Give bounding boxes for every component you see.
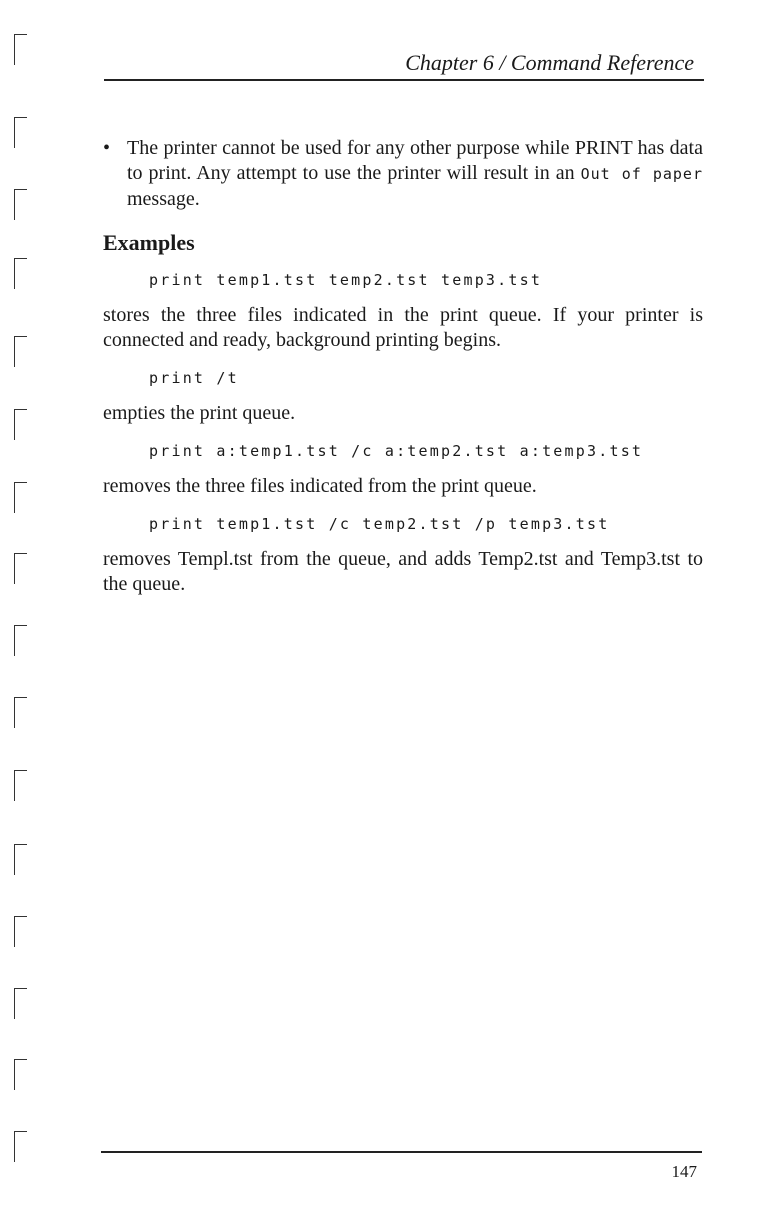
bullet-glyph: • <box>103 137 111 159</box>
example-command: print a:temp1.tst /c a:temp2.tst a:temp3.tst <box>149 442 644 460</box>
section-heading: Examples <box>103 230 195 255</box>
binder-mark <box>14 916 27 947</box>
example-description: removes Templ.tst from the queue, and adds Temp2.tst and Temp3.tst to the queue. <box>103 548 703 595</box>
binder-mark <box>14 34 27 65</box>
binder-mark <box>14 553 27 584</box>
bullet-item <box>103 136 703 212</box>
page-number: 147 <box>671 1162 697 1181</box>
footer-rule <box>101 1151 702 1153</box>
inline-code: Out of paper <box>580 165 703 183</box>
binder-mark <box>14 117 27 148</box>
example-command: print /t <box>149 369 239 387</box>
bullet-text-after: message. <box>127 188 200 210</box>
binder-mark <box>14 988 27 1019</box>
example-description: stores the three files indicated in the print queue. If your printer is connected and ready, background printing begins. <box>103 304 703 351</box>
binder-mark <box>14 189 27 220</box>
example-command: print temp1.tst temp2.tst temp3.tst <box>149 271 543 289</box>
binder-mark <box>14 1131 27 1162</box>
example-description: removes the three files indicated from the print queue. <box>103 475 537 497</box>
example-description: empties the print queue. <box>103 402 296 424</box>
chapter-title: Chapter 6 / Command Reference <box>405 50 694 75</box>
bullet-text-before: The printer cannot be used for any other purpose while PRINT has data to print. Any attempt to use the printer will result in an <box>127 137 703 184</box>
bullet-text <box>127 136 703 212</box>
binder-mark <box>14 482 27 513</box>
binder-mark <box>14 844 27 875</box>
binder-mark <box>14 625 27 656</box>
binder-mark <box>14 697 27 728</box>
binder-mark <box>14 336 27 367</box>
page-content <box>103 136 703 597</box>
binder-mark <box>14 258 27 289</box>
binder-mark <box>14 1059 27 1090</box>
binder-mark <box>14 409 27 440</box>
binder-mark <box>14 770 27 801</box>
example-command: print temp1.tst /c temp2.tst /p temp3.tst <box>149 515 610 533</box>
page-header <box>104 48 704 81</box>
